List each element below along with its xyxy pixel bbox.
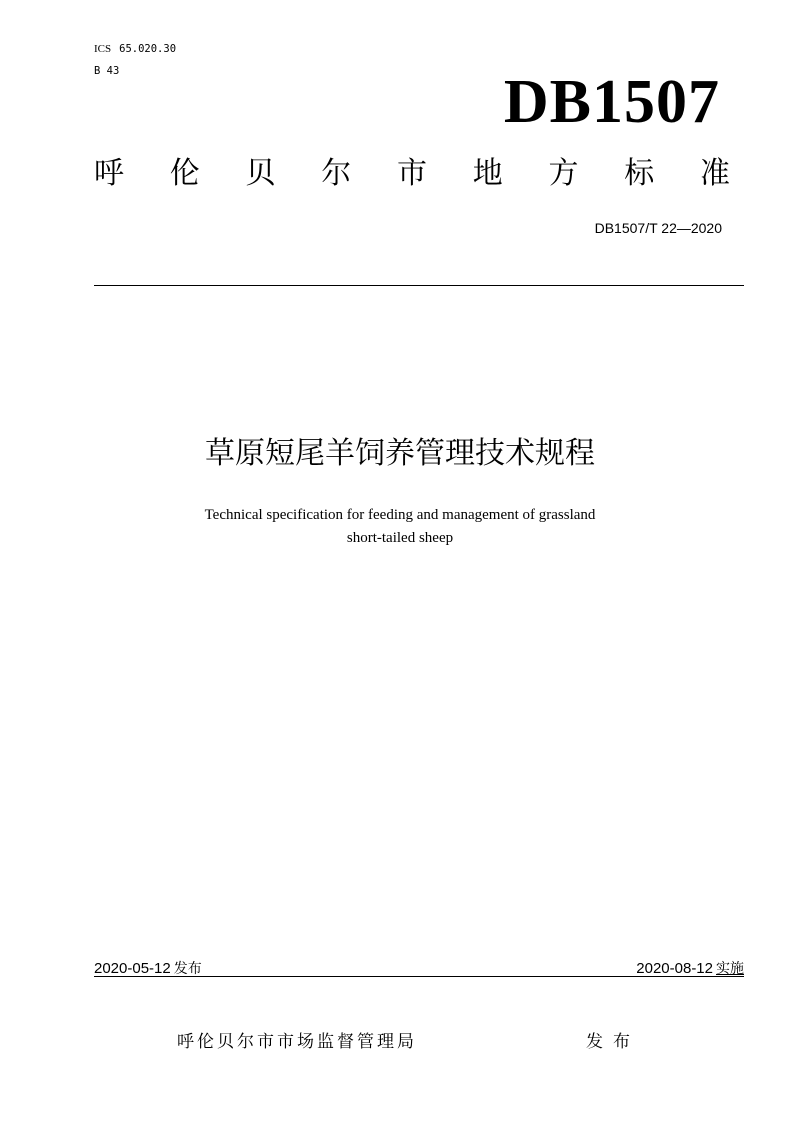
standard-type-char: 地: [472, 156, 503, 191]
standard-code: DB1507: [503, 68, 720, 136]
implement-date-suffix: 实施: [716, 961, 744, 977]
standard-type-char: 伦: [169, 156, 200, 191]
title-english: [0, 504, 800, 550]
ccs-classification: [94, 64, 119, 78]
issuing-authority: 呼伦贝尔市市场监督管理局: [177, 1032, 417, 1052]
standard-type-char: 方: [548, 156, 579, 191]
ics-label: ICS: [94, 43, 112, 55]
implement-date-value: 2020-08-12: [636, 960, 713, 977]
dates-divider: [94, 976, 744, 977]
standard-type-char: 准: [700, 156, 730, 191]
standard-type-heading: [94, 152, 730, 196]
standard-type-char: 尔: [321, 156, 352, 191]
standard-type-char: 呼: [94, 156, 124, 191]
issue-label: 发布: [586, 1032, 640, 1052]
title-english-line: Technical specification for feeding and management of grassland: [204, 507, 596, 523]
publish-date-value: 2020-05-12: [94, 960, 171, 977]
standard-type-char: 标: [624, 156, 655, 191]
ics-code: 65.020.30: [119, 43, 177, 55]
ccs-code: B 43: [94, 65, 120, 77]
standard-number: DB1507/T 22—2020: [594, 220, 722, 236]
publish-date-suffix: 发布: [173, 961, 202, 977]
header-divider: [94, 285, 744, 286]
standard-type-char: 贝: [245, 156, 276, 191]
title-english-line: short-tailed sheep: [346, 530, 454, 546]
standard-type-char: 市: [397, 156, 427, 191]
title-chinese: 草原短尾羊饲养管理技术规程: [205, 436, 595, 471]
ics-classification: [94, 42, 176, 56]
